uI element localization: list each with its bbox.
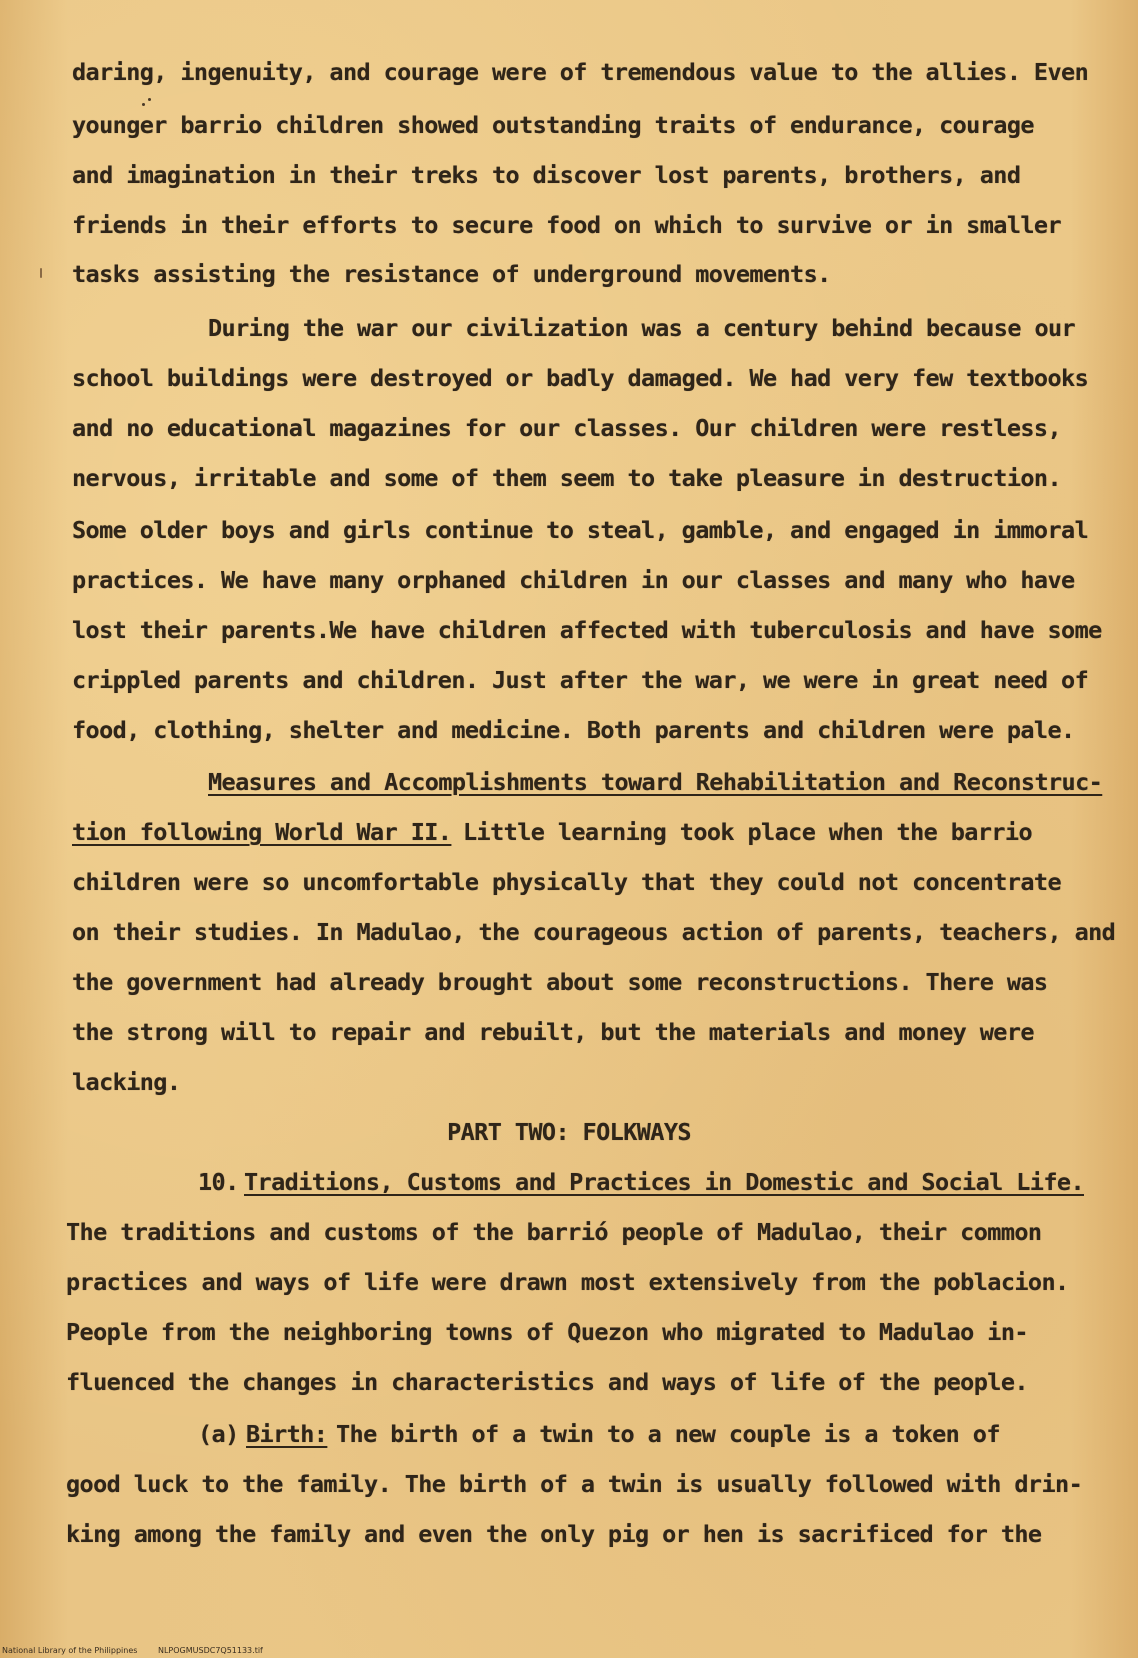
text-line: younger barrio children showed outstanding traits of endurance, courage — [72, 111, 1034, 139]
text-line: and no educational magazines for our classes. Our children were restless, — [72, 414, 1062, 442]
text-line: Little learning took place when the barrio — [463, 818, 1033, 846]
text-line: food, clothing, shelter and medicine. Both parents and children were pale. — [72, 716, 1075, 744]
ink-speck — [142, 103, 145, 106]
text-line: crippled parents and children. Just after the war, we were in great need of — [72, 666, 1089, 694]
text-line: Some older boys and girls continue to steal, gamble, and engaged in immoral — [72, 516, 1089, 544]
text-line: People from the neighboring towns of Quezon who migrated to Madulao in- — [66, 1318, 1028, 1346]
section-heading: Measures and Accomplishments toward Rehabilitation and Reconstruc- — [208, 768, 1103, 796]
item-heading: Birth: — [246, 1420, 328, 1448]
text-line: children were so uncomfortable physically that they could not concentrate — [72, 868, 1062, 896]
footer-library: National Library of the Philippines — [2, 1646, 138, 1655]
subsection-heading: Traditions, Customs and Practices in Domestic and Social Life. — [244, 1168, 1084, 1196]
ink-speck — [148, 98, 151, 101]
section-heading-continued: tion following World War II. — [72, 818, 452, 846]
text-line: the strong will to repair and rebuilt, but the materials and money were — [72, 1018, 1034, 1046]
text-line: During the war our civilization was a century behind because our — [208, 314, 1076, 342]
text-line: good luck to the family. The birth of a twin is usually followed with drin- — [66, 1470, 1083, 1498]
text-line: school buildings were destroyed or badly damaged. We had very few textbooks — [72, 364, 1089, 392]
text-line: practices. We have many orphaned children in our classes and many who have — [72, 566, 1075, 594]
item-number: 10. — [198, 1168, 239, 1196]
part-heading: PART TWO: FOLKWAYS — [447, 1118, 691, 1146]
scan-footer — [2, 1646, 281, 1655]
text-line: daring, ingenuity, and courage were of tremendous value to the allies. Even — [72, 58, 1089, 86]
text-line: tasks assisting the resistance of underground movements. — [72, 260, 831, 288]
ink-speck — [40, 268, 42, 278]
text-line: nervous, irritable and some of them seem to take pleasure in destruction. — [72, 464, 1062, 492]
text-line: king among the family and even the only pig or hen is sacrificed for the — [66, 1520, 1042, 1548]
text-line: practices and ways of life were drawn most extensively from the poblacion. — [66, 1268, 1069, 1296]
text-line: The birth of a twin to a new couple is a token of — [336, 1420, 1000, 1448]
text-line: lost their parents.We have children affected with tuberculosis and have some — [72, 616, 1102, 644]
text-line: and imagination in their treks to discover lost parents, brothers, and — [72, 161, 1021, 189]
item-label: (a) — [198, 1420, 239, 1448]
text-line: lacking. — [72, 1068, 181, 1096]
text-line: on their studies. In Madulao, the courageous action of parents, teachers, and — [72, 918, 1116, 946]
footer-file-id: NLPOGMUSDC7Q51133.tif — [157, 1646, 263, 1655]
text-line: the government had already brought about some reconstructions. There was — [72, 968, 1048, 996]
text-line: fluenced the changes in characteristics and ways of life of the people. — [66, 1368, 1028, 1396]
text-line: friends in their efforts to secure food on which to survive or in smaller — [72, 211, 1062, 239]
text-line: The traditions and customs of the barrió people of Madulao, their common — [66, 1218, 1042, 1246]
